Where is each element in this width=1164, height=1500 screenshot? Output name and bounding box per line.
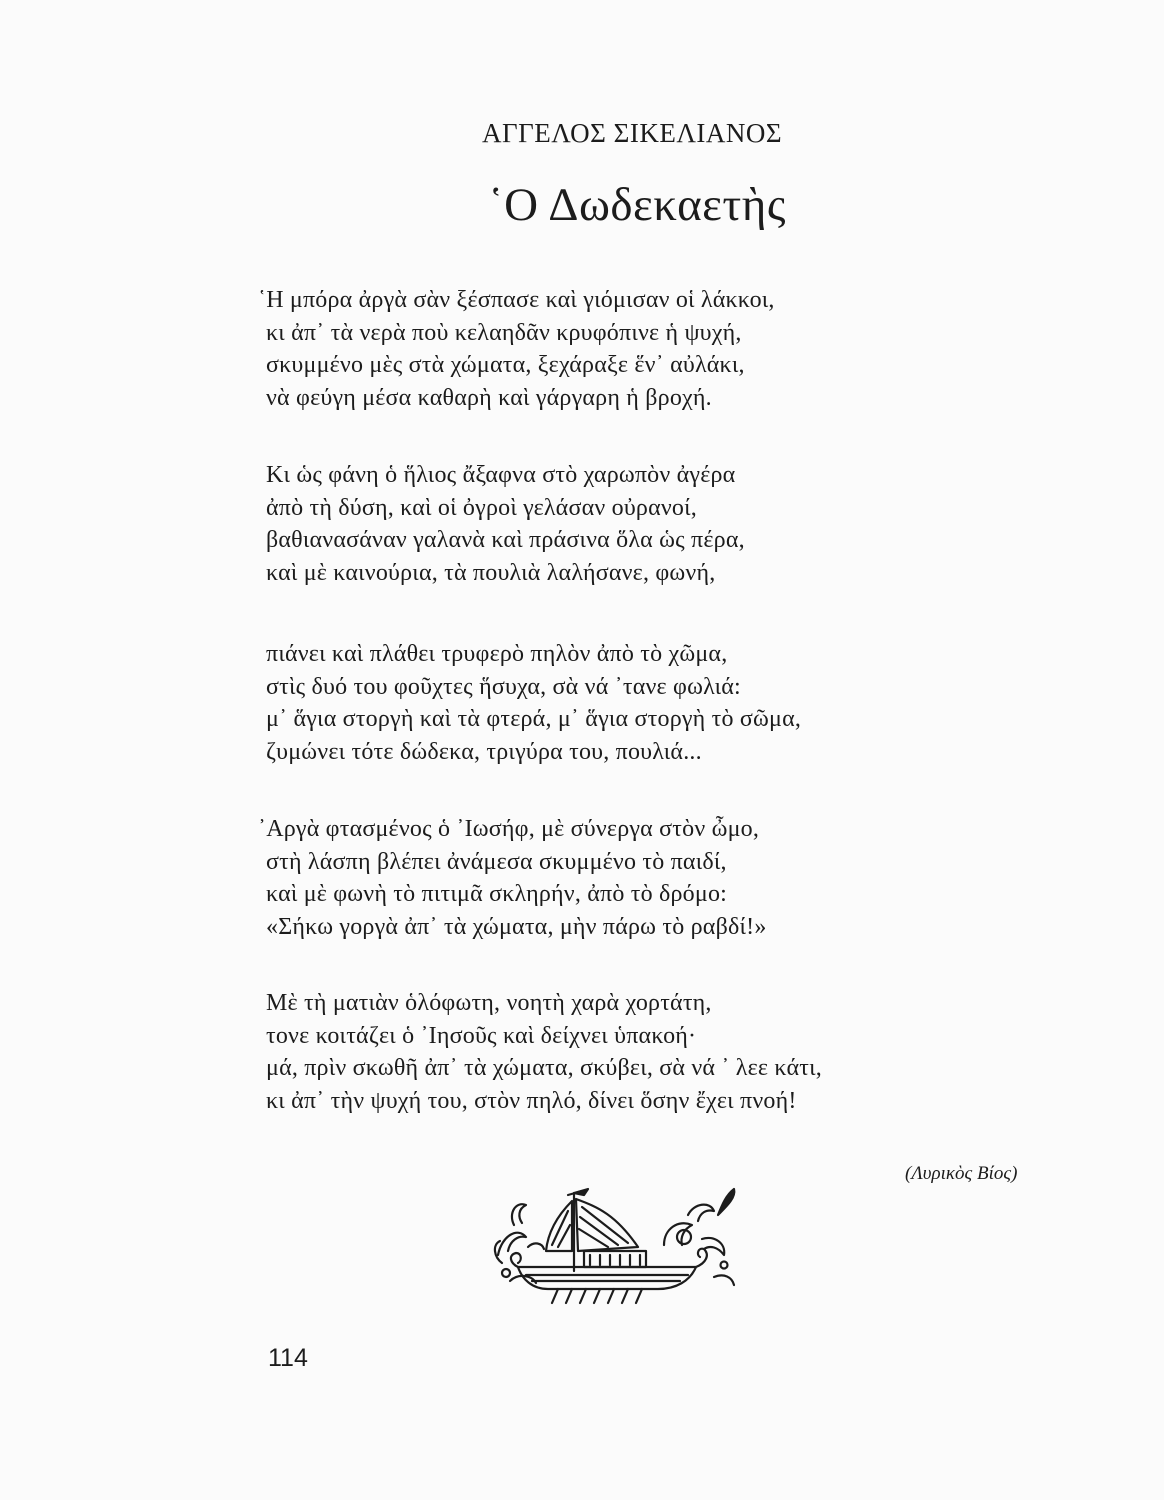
poem-line: πιάνει καὶ πλάθει τρυφερὸ πηλὸν ἀπὸ τὸ χῶμα, — [266, 641, 728, 667]
poem-line: Κι ὡς φάνη ὁ ἥλιος ἄξαφνα στὸ χαρωπὸν ἀγέρα — [266, 462, 736, 488]
poem-line: νὰ φεύγη μέσα καθαρὴ καὶ γάργαρη ἡ βροχή. — [266, 384, 712, 411]
stanza-2 — [266, 459, 1026, 589]
poem-line: κι ἀπ᾿ τὰ νερὰ ποὺ κελαηδᾶν κρυφόπινε ἡ ψυχή, — [266, 319, 742, 346]
poem-author: ΑΓΓΕΛΟΣ ΣΙΚΕΛΙΑΝΟΣ — [482, 118, 783, 148]
poem-line: μά, πρὶν σκωθῆ ἀπ᾿ τὰ χώματα, σκύβει, σὰ νά ᾿ λεε κάτι, — [266, 1055, 822, 1082]
poem-line: κι ἀπ᾿ τὴν ψυχή του, στὸν πηλό, δίνει ὅσην ἔχει πνοή! — [266, 1087, 797, 1114]
poem-line: ᾿Αργὰ φτασμένος ὁ ᾿Ιωσήφ, μὲ σύνεργα στὸν ὦμο, — [258, 816, 760, 842]
poem-line: τονε κοιτάζει ὁ ᾿Ιησοῦς καὶ δείχνει ὑπακοή· — [266, 1022, 697, 1049]
poem-line: «Σήκω γοργὰ ἀπ᾿ τὰ χώματα, μὴν πάρω τὸ ραβδί!» — [266, 913, 767, 940]
poem-line: βαθιανασάναν γαλανὰ καὶ πράσινα ὅλα ὡς πέρα, — [266, 527, 745, 554]
poem-title: ῾Ο Δωδεκαετὴς — [488, 179, 787, 231]
poem-source: (Λυρικὸς Βίος) — [905, 1163, 1018, 1184]
poem-line: καὶ μὲ καινούρια, τὰ πουλιὰ λαλήσανε, φωνή, — [266, 559, 716, 586]
stanza-5 — [266, 987, 1026, 1117]
poem-line: ζυμώνει τότε δώδεκα, τριγύρα του, πουλιά... — [266, 738, 702, 765]
poem-line: στὶς δυό του φοῦχτες ἥσυχα, σὰ νά ᾿τανε φωλιά: — [266, 673, 741, 700]
poem-line: μ᾿ ἅγια στοργὴ καὶ τὰ φτερά, μ᾿ ἅγια στοργὴ τὸ σῶμα, — [266, 706, 802, 733]
poem-line: ἀπὸ τὴ δύση, καὶ οἱ ὀγροὶ γελάσαν οὐρανοί, — [266, 494, 697, 521]
poem-line: ῾Η μπόρα ἀργὰ σὰν ξέσπασε καὶ γιόμισαν οἱ λάκκοι, — [258, 287, 775, 313]
poem-line: καὶ μὲ φωνὴ τὸ πιτιμᾶ σκληρήν, ἀπὸ τὸ δρόμο: — [266, 881, 728, 908]
sailing-ship-vignette-icon — [488, 1185, 740, 1305]
poem-line: στὴ λάσπη βλέπει ἀνάμεσα σκυμμένο τὸ παιδί, — [266, 848, 727, 875]
poem-line: σκυμμένο μὲς στὰ χώματα, ξεχάραξε ἕν᾿ αὐλάκι, — [266, 352, 745, 379]
stanza-3 — [266, 638, 1026, 768]
poem-line: Μὲ τὴ ματιὰν ὁλόφωτη, νοητὴ χαρὰ χορτάτη, — [266, 990, 712, 1016]
stanza-4 — [258, 813, 1026, 943]
stanza-1 — [258, 284, 1026, 414]
page-number: 114 — [268, 1344, 308, 1372]
